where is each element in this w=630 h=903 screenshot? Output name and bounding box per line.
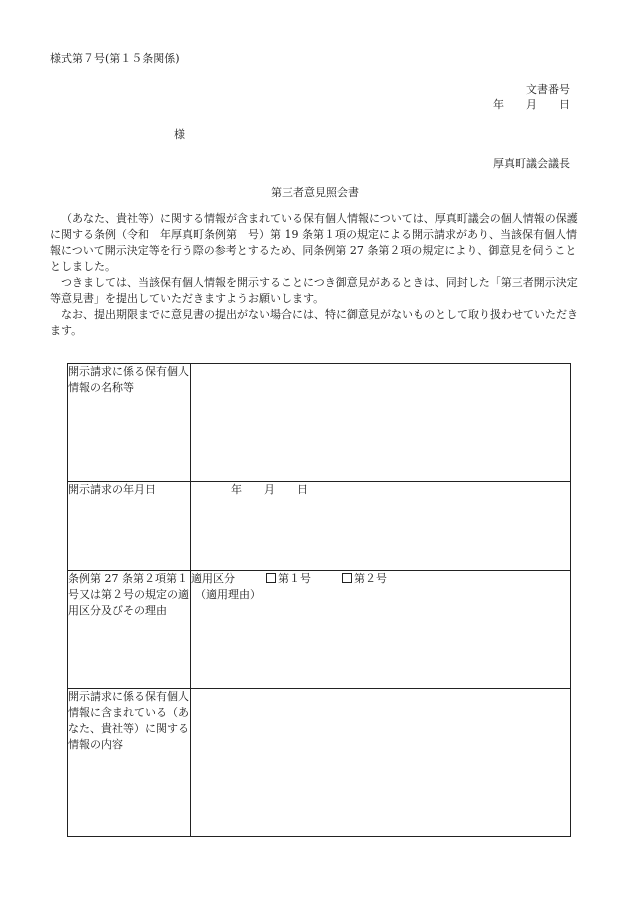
- label-info-content: 開示請求に係る保有個人情報に含まれている（あなた、貴社等）に関する情報の内容: [68, 689, 191, 837]
- option-clause-2[interactable]: [342, 572, 387, 585]
- checkbox-clause-2[interactable]: [342, 573, 352, 583]
- form-id: 様式第７号(第１５条関係): [50, 52, 180, 65]
- label-request-date: 開示請求の年月日: [68, 482, 191, 571]
- checkbox-clause-1[interactable]: [266, 573, 276, 583]
- table-row-info-name: [68, 364, 571, 482]
- table-row-info-content: [68, 689, 571, 837]
- table-row-request-date: [68, 482, 571, 571]
- option-clause-1-label: 第１号: [278, 572, 311, 585]
- body-paragraph-2: つきましては、当該保有個人情報を開示することにつき御意見があるときは、同封した「第三者開示決定等意見書」を提出していただきますようお願いします。: [50, 276, 578, 305]
- addressee-suffix: 様: [174, 128, 185, 141]
- body-paragraph-3: なお、提出期限までに意見書の提出がない場合には、特に御意見がないものとして取り扱わせていただきます。: [50, 308, 578, 337]
- sender-name: 厚真町議会議長: [493, 157, 570, 170]
- field-request-date[interactable]: [191, 482, 571, 571]
- date-line: 年 月 日: [493, 98, 570, 111]
- field-info-name[interactable]: [191, 364, 571, 482]
- request-date-value: 年 月 日: [231, 483, 308, 496]
- inquiry-table: [67, 363, 571, 837]
- table-row-applicable-category: [68, 571, 571, 689]
- label-info-name: 開示請求に係る保有個人情報の名称等: [68, 364, 191, 482]
- label-applicable-category: 条例第 27 条第２項第１号又は第２号の規定の適用区分及びその理由: [68, 571, 191, 689]
- body-paragraph-1: （あなた、貴社等）に関する情報が含まれている保有個人情報については、厚真町議会の個人情報の保護に関する条例（令和 年厚真町条例第 号）第 19 条第１項の規定による開示請求があり、当該保有個人情報について開示決定等を行う際の参考とするため、同条例第 27 条第２項の規定により、御意見を伺うこととしました。: [50, 212, 578, 273]
- field-applicable-category: [191, 571, 571, 689]
- document-title: 第三者意見照会書: [271, 186, 359, 199]
- option-clause-1[interactable]: [266, 572, 311, 585]
- category-label: 適用区分: [191, 572, 235, 585]
- option-clause-2-label: 第２号: [354, 572, 387, 585]
- document-number-label: 文書番号: [526, 83, 570, 96]
- field-info-content[interactable]: [191, 689, 571, 837]
- reason-label: （適用理由）: [195, 588, 261, 601]
